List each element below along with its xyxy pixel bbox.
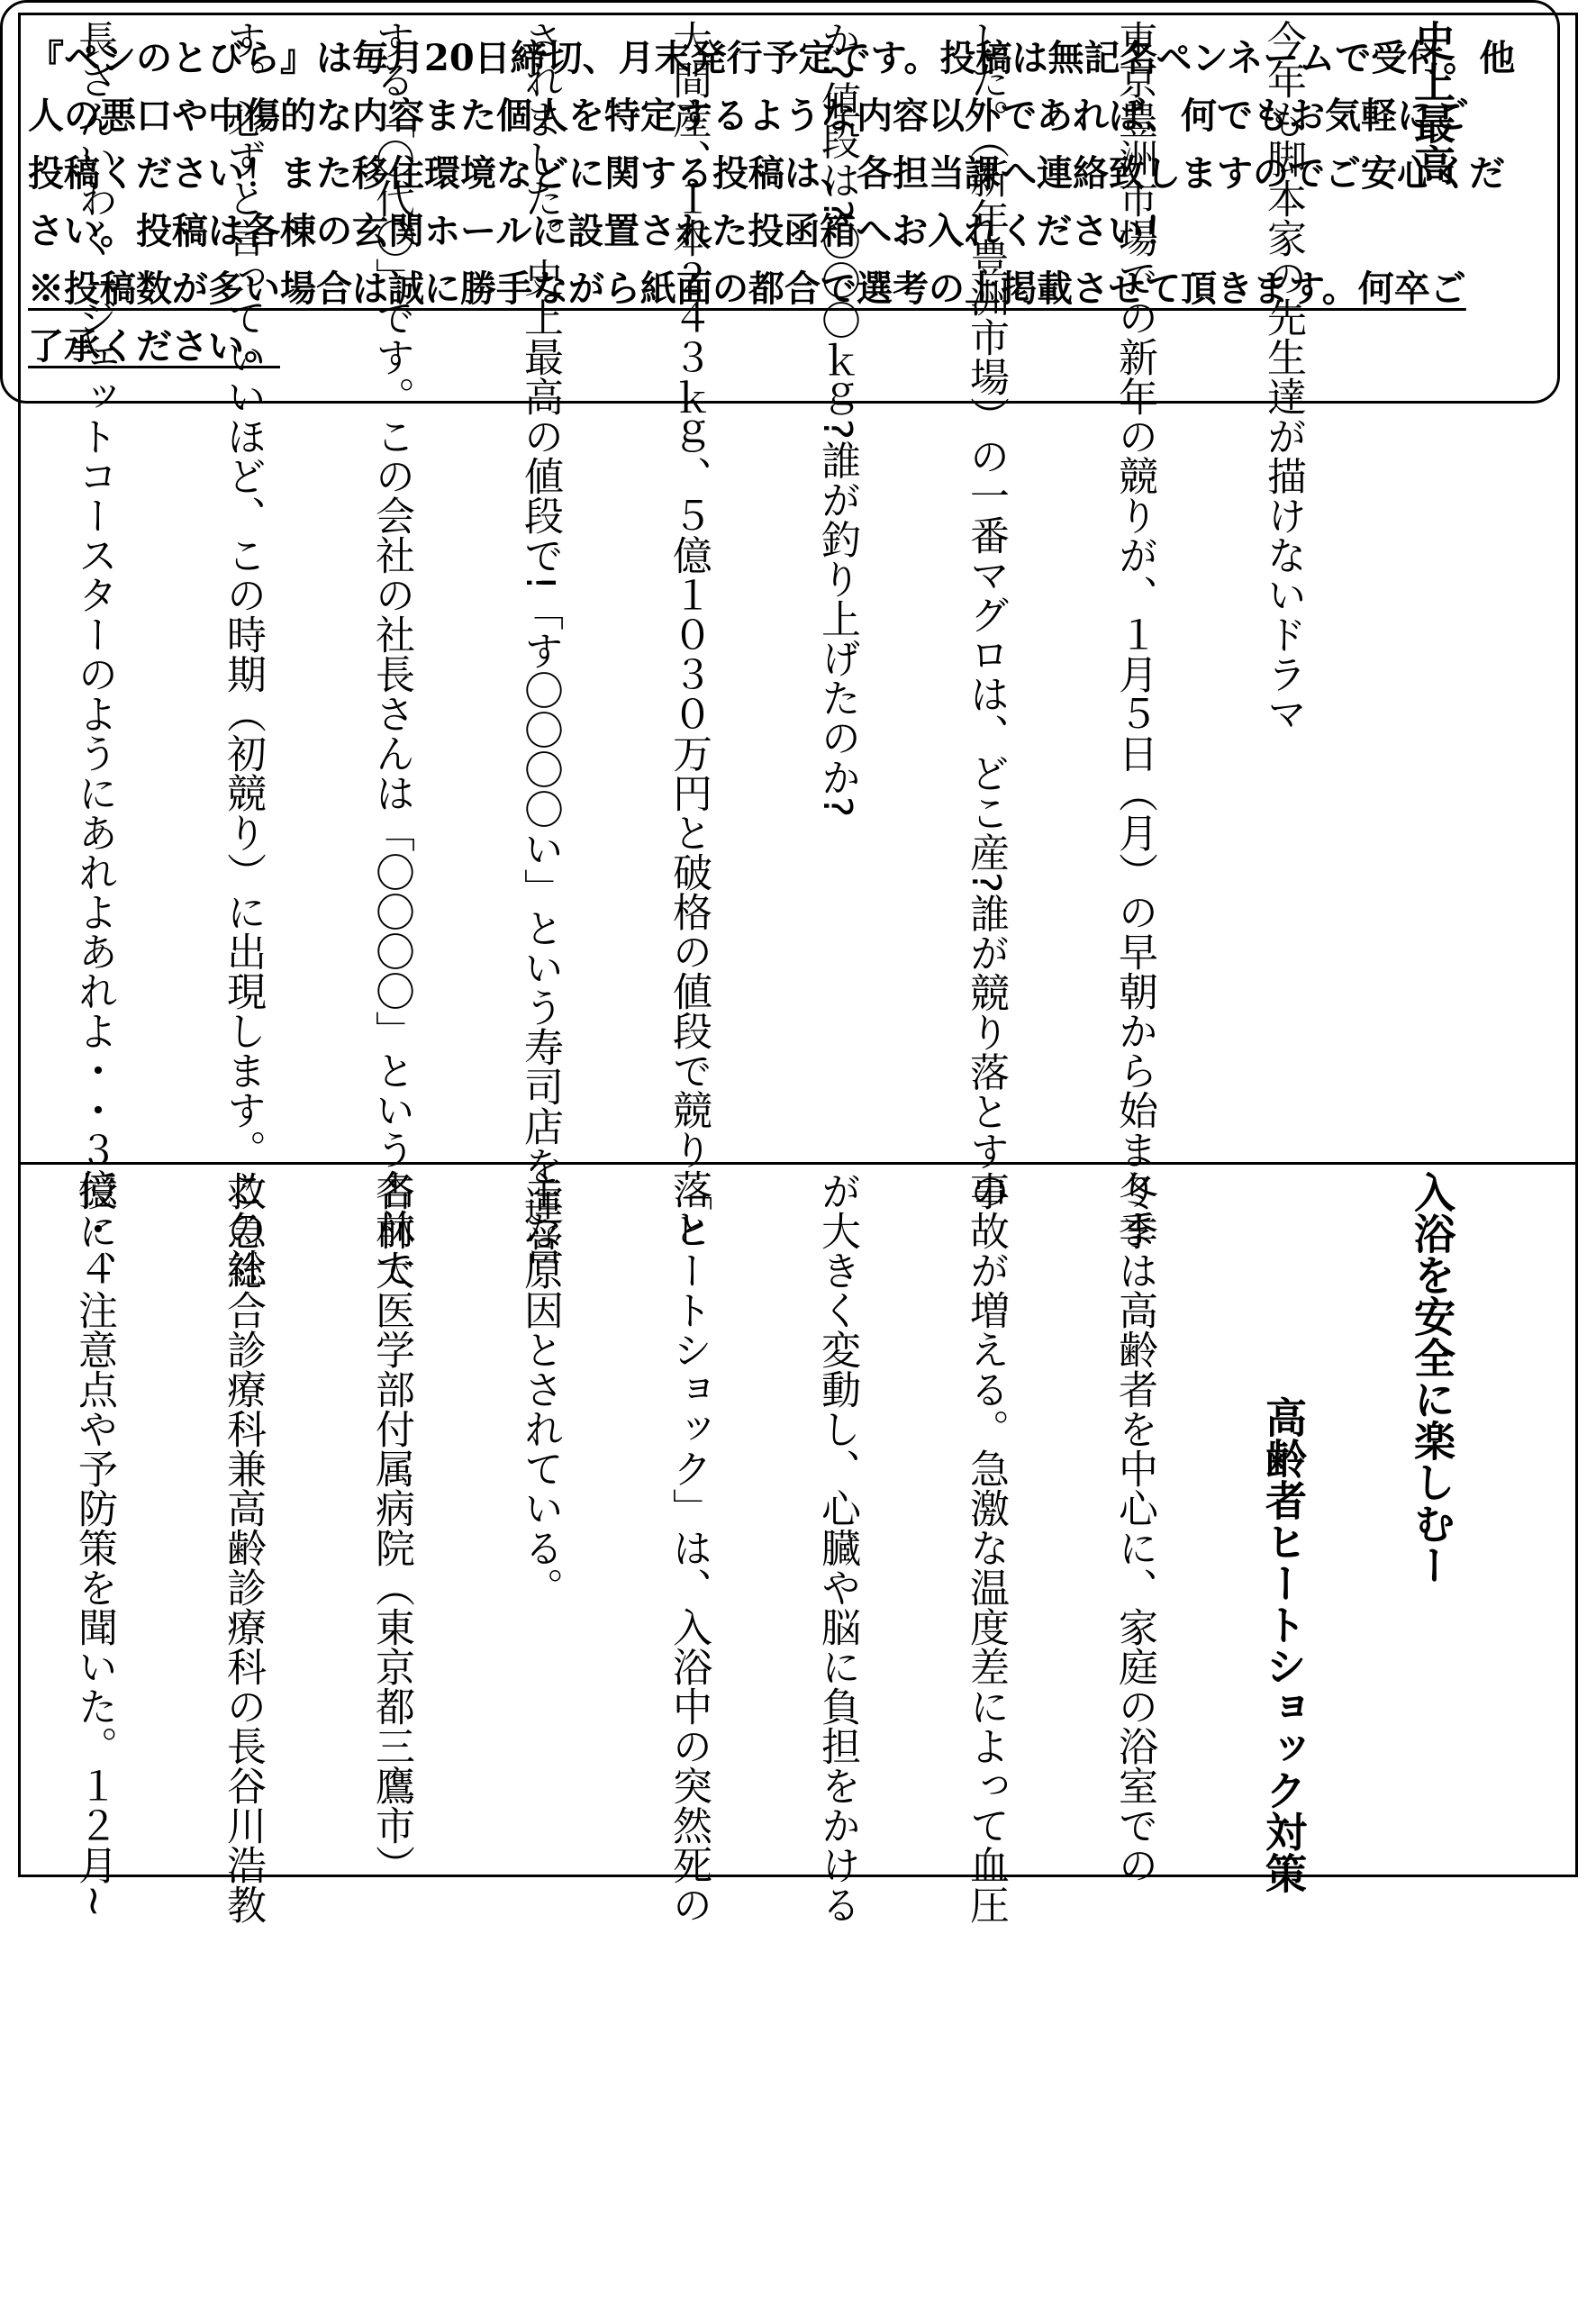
article-line: が大きく変動し、心臓や脳に負担をかける xyxy=(814,1171,860,1924)
article-line: す。必ずと言っていいほど、この時期（初競り）に出現します。この社 xyxy=(220,20,266,1288)
notice-line: 『ペンのとびら』は毎月20日締切、月末発行予定です。投稿は無記名ペンネームで受付。他 xyxy=(28,37,1516,79)
article-line: 杏林大医学部付属病院（東京都三鷹市） xyxy=(368,1171,414,1884)
article-title: 入浴を安全に楽しむー xyxy=(1408,1171,1456,1585)
article-tuna-auction xyxy=(33,20,1555,1288)
article-line: 冬季は高齢者を中心に、家庭の浴室での xyxy=(1111,1171,1157,1884)
notice-line: さい。投稿は各棟の玄関ホールに設置された投函箱へお入れください！ xyxy=(28,210,1181,252)
notice-warning-line: 了承ください。 xyxy=(28,325,280,368)
article-line: されました。史上最高の値段で!「す〇〇〇〇い」という寿司店を運営 xyxy=(517,20,563,1265)
article-line: 主な原因とされている。 xyxy=(517,1171,563,1607)
article-line: 東京豊洲市場での新年の競りが、１月５日（月）の早朝から始まりま xyxy=(1111,20,1157,1248)
notice-line: 人の悪口や中傷的な内容また個人を特定するような内容以外であれば、何でもお気軽にご xyxy=(28,95,1469,137)
notice-line: 投稿ください！また移住環境などに関する投稿は、各担当課へ連絡致しますのでご安心くだ xyxy=(28,152,1505,195)
article-line: か?値段は?〇〇〇ｋｇ?誰が釣り上げたのか? xyxy=(814,20,860,818)
article-line: 今年も脚本家の先生達が描けないドラマ xyxy=(1260,20,1306,733)
article-subtitle: 高齢者ヒートショック対策 xyxy=(1259,1396,1308,1893)
article-line: する「〇代〇」です。この会社の社長さんは「〇〇〇〇」という名前で xyxy=(368,20,414,1288)
article-line: 救急総合診療科兼高齢診療科の長谷川浩教 xyxy=(220,1171,266,1924)
article-line: 「ヒートショック」は、入浴中の突然死の xyxy=(666,1171,712,1924)
article-title: 史上最高 xyxy=(1408,20,1456,186)
article-heat-shock xyxy=(33,1171,1555,1924)
article-line: 授に、注意点や予防策を聞いた。１２月~ xyxy=(71,1171,117,1918)
article-line: 事故が増える。急激な温度差によって血圧 xyxy=(963,1171,1009,1924)
article-line: した。（新年豊洲市場）の一番マグロは、どこ産?誰が競り落とすの xyxy=(963,20,1009,1211)
notice-warning-line: ※投稿数が多い場合は誠に勝手ながら紙面の都合で選考の上掲載させて頂きます。何卒ご xyxy=(28,268,1466,310)
article-line: 大間産、１本２４３ｋｇ、５億１０３０万円と破格の値段で競り落と xyxy=(666,20,712,1248)
article-line: 長さんいわく「ジェットコースターのようにあれよあれよ・・３億・４ xyxy=(71,20,117,1288)
